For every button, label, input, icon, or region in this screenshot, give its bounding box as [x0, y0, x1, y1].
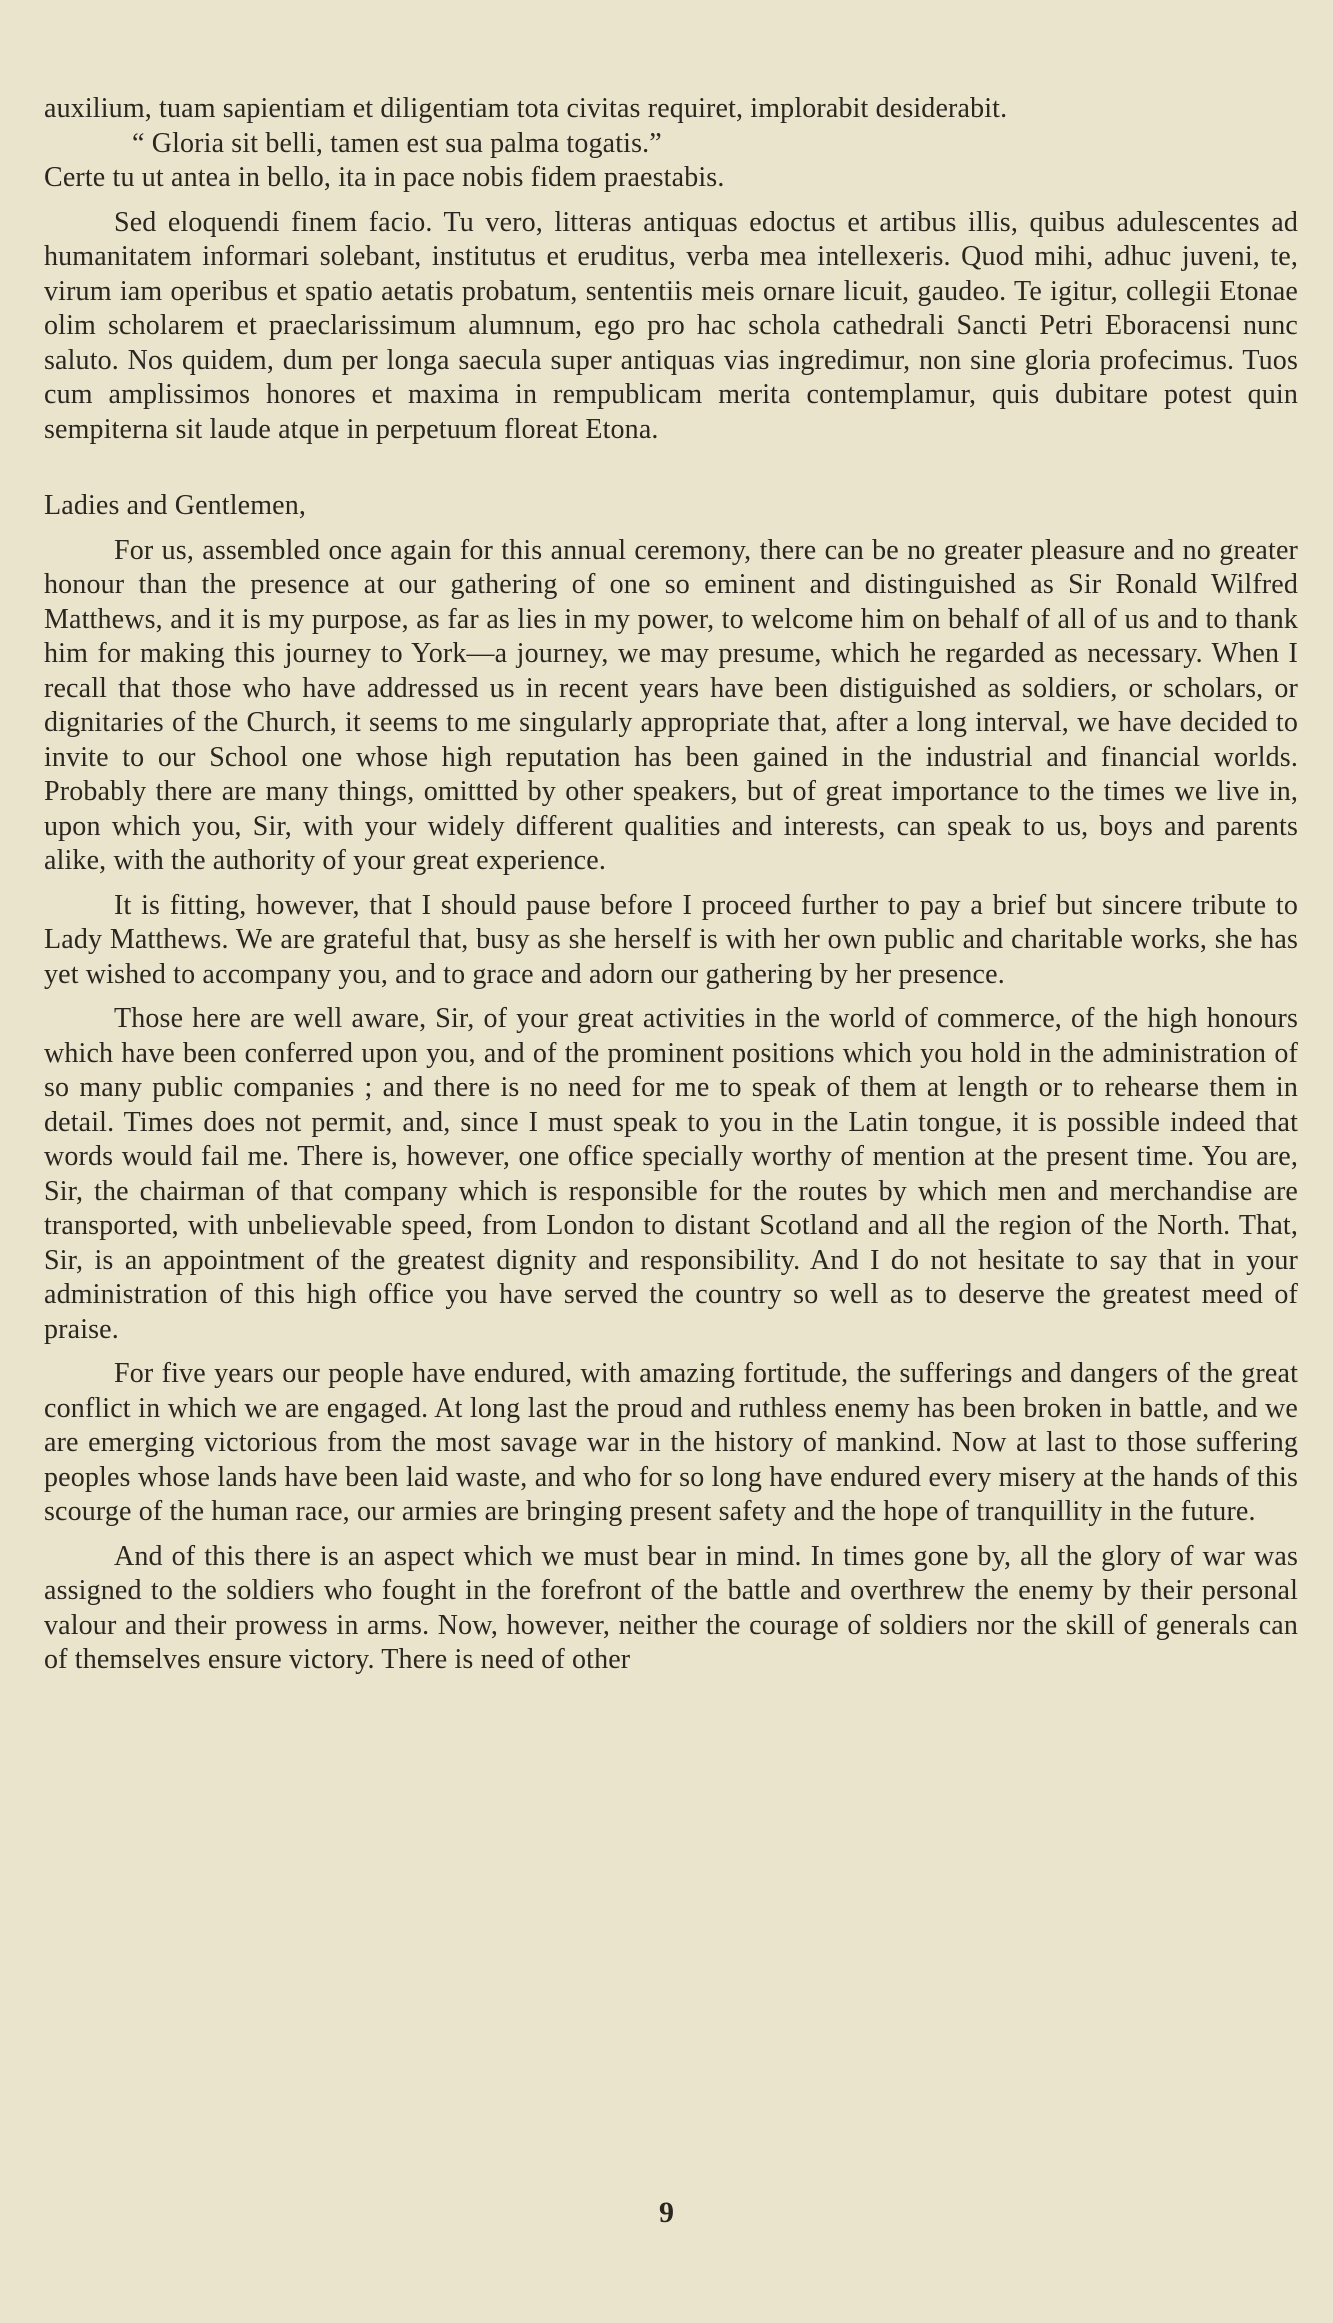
paragraph-glory-of-war: And of this there is an aspect which we must bear in mind. In times gone by, all the glory of war was assigned to the soldiers who fought in the forefront of the battle and overthrew the enemy by their personal valour and their prowess in arms. Now, however, neither the courage of soldiers nor the skill of generals can of themselves ensure victory. There is need of other	[44, 1540, 1298, 1675]
paragraph-commerce-activities: Those here are well aware, Sir, of your great activities in the world of commerce, of the high honours which have been conferred upon you, and of the prominent positions which you hold in the administration of so many public companies ; and there is no need for me to speak of them at length or to rehearse them in detail. Times does not permit, and, since I must speak to you in the Latin tongue, it is possible indeed that words would fail me. There is, however, one office specially worthy of mention at the present time. You are, Sir, the chairman of that company which is responsible for the routes by which men and merchandise are transported, with unbelievable speed, from London to distant Scotland and all the region of the North. That, Sir, is an appointment of the greatest dignity and responsibility. And I do not hesitate to say that in your administration of this high office you have served the country so well as to deserve the greatest meed of praise.	[44, 1003, 1298, 1345]
paragraph-latin-praestabis: Certe tu ut antea in bello, ita in pace nobis fidem praestabis.	[44, 162, 725, 193]
document-page	[44, 92, 1298, 1678]
paragraph-latin-closing: Sed eloquendi finem facio. Tu vero, litteras antiquas edoctus et artibus illis, quibus adulescentes ad humanitatem informari solebant, institutus et eruditus, verba mea intellexeris. Quod mihi, adhuc juveni, te, virum iam operibus et spatio aetatis probatum, sententiis meis ornare licuit, gaudeo. Te igitur, collegii Etonae olim scholarem et praeclarissimum alumnum, ego pro hac schola cathedrali Sancti Petri Eboracensi nunc saluto. Nos quidem, dum per longa saecula super antiquas vias ingredimur, non sine gloria profecimus. Tuos cum amplissimos honores et maxima in rempublicam merita contemplamur, quis dubitare potest quin sempiterna sit laude atque in perpetuum floreat Etona.	[44, 206, 1298, 445]
salutation-heading: Ladies and Gentlemen,	[44, 490, 307, 521]
paragraph-latin-continuation: auxilium, tuam sapientiam et diligentiam tota civitas requiret, implorabit desiderabit.	[44, 93, 1008, 124]
paragraph-welcome: For us, assembled once again for this annual ceremony, there can be no greater pleasure and no greater honour than the presence at our gathering of one so eminent and distinguished as Sir Ronald Wilfred Matthews, and it is my purpose, as far as lies in my power, to welcome him on behalf of all of us and to thank him for making this journey to York—a journey, we may presume, which he regarded as necessary. When I recall that those who have addressed us in recent years have been distiguished as soldiers, or scholars, or dignitaries of the Church, it seems to me singularly appropriate that, after a long interval, we have decided to invite to our School one whose high reputation has been gained in the industrial and financial worlds. Probably there are many things, omittted by other speakers, but of great importance to the times we live in, upon which you, Sir, with your widely different qualities and interests, can speak to us, boys and parents alike, with the authority of your great experience.	[44, 534, 1298, 876]
latin-verse-quotation: “ Gloria sit belli, tamen est sua palma togatis.”	[132, 127, 662, 159]
page-number: 9	[659, 2196, 674, 2229]
paragraph-war-years: For five years our people have endured, with amazing fortitude, the sufferings and dangers of the great conflict in which we are engaged. At long last the proud and ruthless enemy has been broken in battle, and we are emerging victorious from the most savage war in the history of mankind. Now at last to those suffering peoples whose lands have been laid waste, and who for so long have endured every misery at the hands of this scourge of the human race, our armies are bringing present safety and the hope of tranquillity in the future.	[44, 1358, 1298, 1527]
paragraph-tribute-lady-matthews: It is fitting, however, that I should pause before I proceed further to pay a brief but sincere tribute to Lady Matthews. We are grateful that, busy as she herself is with her own public and charitable works, she has yet wished to accompany you, and to grace and adorn our gathering by her presence.	[44, 889, 1298, 990]
